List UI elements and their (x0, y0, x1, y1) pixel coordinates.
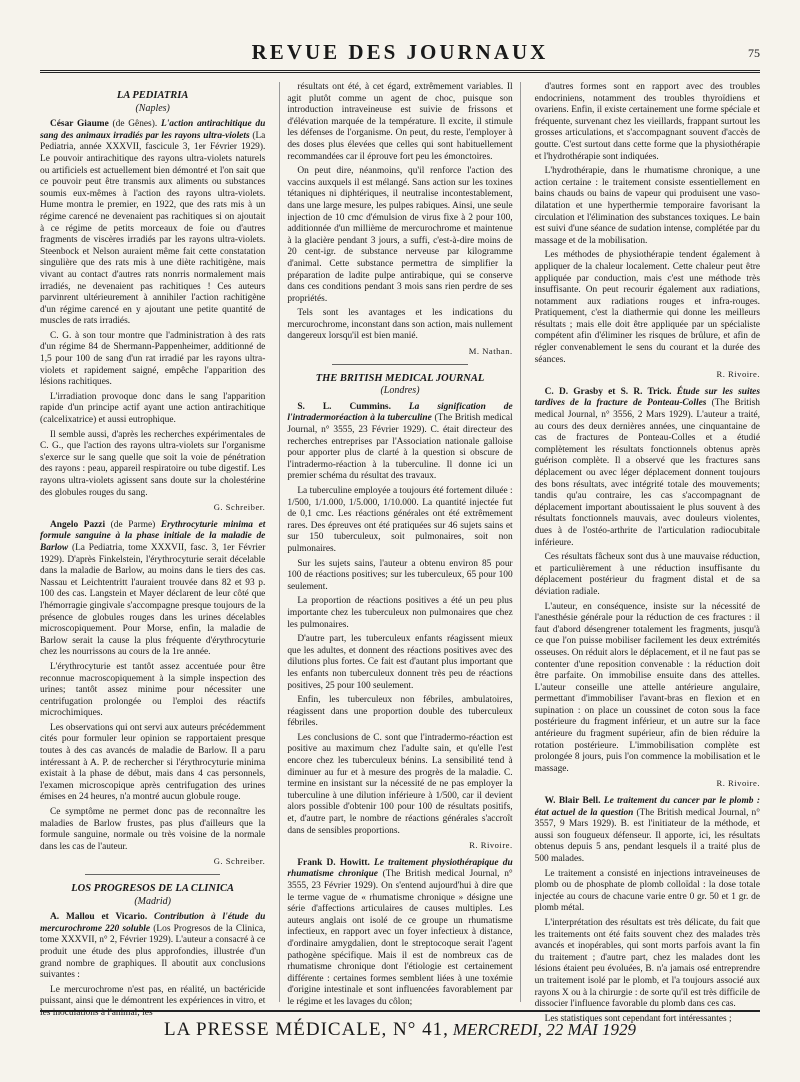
article-author: S. L. Cummins. (297, 401, 391, 412)
signature: G. Schreiber. (213, 856, 266, 867)
article-work-title: Étude sur les suites tardives de la fracture de Ponteau-Colles (534, 386, 760, 409)
article-mallou: A. Mallou et Vicario. Contribution à l'étude du mercurochrome 220 soluble (Los Progresos de la Clinica, tome XXXVII, n° 2, Février 1929). L'auteur a consacré à ce produit une étude des plus approfondies, illustrée d'un grand nombre de graphiques. Il aboutit aux conclusions suivantes : (40, 912, 266, 981)
article-blair-bell: W. Blair Bell. Le traitement du cancer par le plomb : état actuel de la question (The British medical Journal, n° 3557, 9 Mars 1929). B. est l'initiateur de la méthode, et aussi son fougueux défenseur. Il apporte, ici, les résultats obtenus depuis 5 ans, pendant lesquels il a traité plus de 500 malades. (534, 796, 760, 864)
column-left (40, 82, 266, 1018)
article-giaume: César Giaume (de Gênes). L'action antirachitique du sang des animaux irradiés par les rayons ultra-violets (La Pediatria, année XXXVII, fascicule 3, 1er Février 1929). Le pouvoir antirachitique des rayons ultra-violets naturels ou artificiels est actuellement bien démontré et l'on sait que ce pouvoir peut être transmis aux aliments ou substances soumis eux-mêmes à l'action des rayons ultra-violets. Hume montra le premier, en 1922, que des rats mis à un régime carencé ne devenaient pas rachitiques si on ajoutait à ce régime de petits morceaux de foie ou d'autres fragments de viscères irradiés par les rayons ultra-violets. Steenbock et Nelson auraient même fait cette constatation singulière que des rats mis à une diète rachitigène, mais vivant au contact d'autres rats nonrris normalement mais irradiés, ne devenaient pas rachitiques ! Ces auteurs parvinrent ultérieurement à annihiler l'action rachitigène d'un régime carencé en y ajoutant une petite quantité de muscles de rats irradiés. (40, 119, 266, 327)
running-title: REVUE DES JOURNAUX (251, 40, 549, 64)
article-author: César Giaume (50, 119, 109, 130)
paragraph: C. G. à son tour montre que l'administration à des rats d'un régime 84 de Shermann-Pappenheimer, additionné de 1,5 pour 100 de sang d'un rat irradié par les rayons ultra-violets et rapidement saigné, empêche l'apparition des lésions rachitiques. (40, 330, 266, 388)
paragraph: La proportion de réactions positives a été un peu plus importante chez les tuberculeux non pulmonaires que chez les pulmonaires. (287, 596, 513, 630)
paragraph: Le traitement a consisté en injections intraveineuses de plomb ou de phosphate de plomb colloïdal : la dose totale injectée au cours de chacune varie entre 0 gr. 50 et 1 gr. de plomb métal. (534, 868, 760, 914)
section-place: (Londres) (380, 385, 420, 397)
page-footer (40, 1010, 760, 1048)
paragraph: L'interprétation des résultats est très délicate, du fait que les traitements ont été faits souvent chez des malades très avancés et inopérables, qui sont morts parfois avant la fin du traitement ; d'autre part, chez les malades dont les lésions étaient peu évoluées, B. n'a jamais osé entreprendre un traitement isolé par le plomb, et l'a toujours associé aux rayons X ou à la chirurgie : de sorte qu'il est très difficile de dissocier l'influence favorable du plomb dans ces cas. (534, 917, 760, 1010)
paragraph: On peut dire, néanmoins, qu'il renforce l'action des vaccins auxquels il est mélangé. Sans action sur les toxines tétaniques ni diphtériques, il neutralise incontestablement, dans une large mesure, les pulpes rabiques. Ainsi, une seule injection de 10 cmc d'émulsion de virus fixe à 2 pour 100, additionnée d'un millième de mercurochrome et maintenue à la glacière pendant 3 jours, a suffi, c'est-à-dire moins de 20 cent-igr. de substance nerveuse par kilogramme d'animal. Cette substance permettra de simplifier la préparation de ladite pulpe antirabique, qui se conserve dans ces conditions pendant 3 mois sans rien perdre de ses propriétés. (287, 166, 513, 304)
paragraph: Sur les sujets sains, l'auteur a obtenu environ 85 pour 100 de réactions positives; sur les tuberculeux, 65 pour 100 seulement. (287, 558, 513, 592)
signature: R. Rivoire. (469, 840, 513, 851)
section-title-la-pediatria: LA PEDIATRIA (116, 90, 189, 101)
issue-date: MERCREDI, 22 MAI 1929 (452, 1020, 637, 1039)
article-author: W. Blair Bell. (544, 796, 601, 807)
section-title-progresos: LOS PROGRESOS DE LA CLINICA (71, 883, 235, 894)
paragraph: Ces résultats fâcheux sont dus à une mauvaise réduction, et particulièrement à une réduction insuffisante du déplacement postérieur du fragment distal et de sa déviation radiale. (534, 552, 760, 597)
article-howitt: Frank D. Howitt. Le traitement physiothérapique du rhumatisme chronique (The British medical Journal, n° 3555, 23 Février 1929). On s'entend aujourd'hui à dire que le terme vague de « rhumatisme chronique » désigne une série d'affections articulaires de causes multiples. Les auteurs anglais ont isolé de ce groupe un rhumatisme infectieux, en rapport avec un foyer infectieux à distance, d'ordinaire amygdalien, dont le streptocoque serait l'agent pathogène spécifique. Mais il est de nombreux cas de rhumatisme chronique dont l'étiologie est certainement différente : certaines formes semblent liées à une toxémie d'origine intestinale et sont influencées favorablement par le régime et les lavages du côlon; (287, 857, 513, 1007)
section-place: (Madrid) (134, 895, 171, 907)
article-work-title: Le traitement du cancer par le plomb : état actuel de la question (534, 796, 760, 818)
section-place: (Naples) (135, 102, 170, 114)
signature: M. Nathan. (468, 346, 513, 357)
signature: G. Schreiber. (213, 502, 266, 513)
paragraph: L'hydrothérapie, dans le rhumatisme chronique, a une action certaine : le traitement consiste essentiellement en bains chauds ou bains de vapeur qui produisent une vaso-dilatation et une hyperthermie temporaire favorisant la circulation et l'élimination des substances toxiques. Le bain est suivi d'une séance de sudation intense, complétée par du massage et de la mobilisation. (534, 166, 760, 246)
article-work-title: L'action antirachitique du sang des animaux irradiés par les rayons ultra-violets (40, 119, 266, 141)
signature: R. Rivoire. (716, 778, 760, 789)
section-title-bmj: THE BRITISH MEDICAL JOURNAL (315, 372, 485, 384)
article-author: C. D. Grasby et S. R. Trick. (544, 386, 672, 397)
paragraph: L'érythrocyturie est tantôt assez accentuée pour être reconnue macroscopiquement à la simple inspection des urines; tantôt assez minime pour nécessiter une centrifugation prolongée ou l'emploi des réactifs microchimiques. (40, 661, 266, 719)
article-author: Angelo Pazzi (50, 519, 106, 530)
paragraph: Le mercurochrome n'est pas, en réalité, un bactéricide puissant, ainsi que le démontrent les expériences in vitro, et les inoculations à l'animal; les (40, 984, 266, 1018)
page-header (40, 36, 760, 73)
paragraph: Il semble aussi, d'après les recherches expérimentales de C. G., que l'action des rayons ultra-violets sur l'organisme s'exerce sur le sang quelle que soit la voie de pénétration des rayons : peau, appareil respiratoire ou tube digestif. Les rayons ultra-violets agissent sans doute sur la cholestérine des globules rouges du sang. (40, 429, 266, 498)
paragraph: Enfin, les tuberculeux non fébriles, ambulatoires, réagissent dans une proportion double des tuberculeux fébriles. (287, 695, 513, 729)
paragraph: Les conclusions de C. sont que l'intradermo-réaction est positive au maximum chez l'adulte sain, et qu'elle l'est encore chez les tuberculeux bénins. La sensibilité tend à diminuer au fur et à mesure des progrès de la maladie. C. termine en insistant sur la nécessité de ne pas employer la tuberculine à une dilution inférieure à 1/500, car il devient alors possible d'obtenir 100 pour 100 de résultats positifs, et, d'autre part, le nombre de réactions générales s'accroît dans de sensibles proportions. (287, 732, 513, 836)
article-author: A. Mallou et Vicario. (50, 912, 148, 923)
paragraph: Ce symptôme ne permet donc pas de reconnaître les maladies de Barlow frustes, pas plus d'ailleurs que la formule sanguine, normale ou très voisine de la normale dans les cas de l'auteur. (40, 807, 266, 852)
section-divider (332, 364, 467, 365)
paragraph: D'autre part, les tuberculeux enfants réagissent mieux que les adultes, et donnent des réactions positives avec des dilutions plus fortes. Ce fait est d'autant plus important que les enfants non tuberculeux donnent très peu de réactions positives, 25 pour 100 seulement. (287, 634, 513, 691)
paragraph: La tuberculine employée a toujours été fortement diluée : 1/500, 1/1.000, 1/5.000, 1/10.000. La quantité injectée fut de 0,1 cmc. Les réactions générales ont été extrêmement rares. Des épreuves ont été pratiquées sur 46 sujets sains et sur 150 tuberculeux, soit pulmonaires, soit non pulmonaires. (287, 486, 513, 554)
paragraph: Tels sont les avantages et les indications du mercurochrome, inconstant dans son action, mais nullement dangereux lorsqu'il est bien manié. (287, 308, 513, 342)
paragraph: Les statistiques sont cependant fort intéressantes ; (544, 1013, 732, 1024)
signature: R. Rivoire. (716, 369, 760, 380)
article-author: Frank D. Howitt. (297, 857, 370, 868)
article-work-title: La signification de l'intradermoréaction à la tuberculine (287, 401, 513, 424)
article-work-title: Contribution à l'étude du mercurochrome 220 soluble (40, 912, 266, 934)
article-grasby-trick: C. D. Grasby et S. R. Trick. Étude sur les suites tardives de la fracture de Ponteau-Colles (The British medical Journal, n° 3556, 2 Mars 1929). L'auteur a traité, au cours des deux dernières années, une cinquantaine de cas de fractures de Ponteau-Colles et a étudié complètement les résultats fonctionnels obtenus après guérison complète. Il a observé que les fractures sans déplacement ou avec léger déplacement donnent toujours des bons résultats, avec intégrité totale des mouvements; tandis qu'au contraire, les cas s'accompagnant de déplacement important aboutissaient le plus souvent à des résultats fonctionnels mauvais, avec douleurs violentes, dues à de l'ostéo-arthrite de l'articulation radiocubitale inférieure. (534, 386, 760, 548)
article-work-title: Le traitement physiothérapique du rhumatisme chronique (287, 857, 513, 880)
paragraph: L'auteur, en conséquence, insiste sur la nécessité de l'anesthésie générale pour la réduction de ces fractures : il faut d'abord désengrener totalement les fragments, jusqu'à ce que l'on puisse mobiliser facilement les deux extrémités osseuses. On réduit alors le déplacement, et il ne faut pas se contenter d'une reposition convenable : la réduction doit être parfaite. On immobilise ensuite dans des attelles. L'auteur conseille une attelle antérieure angulaire, permettant d'immobiliser l'avant-bras en flexion et en supination : on place un coussinet de coton sous la face postérieure du fragment inférieur, et un autre sur la face antérieure du fragment supérieur, afin de bien réduire la rotation postérieure. L'immobilisation complète est prolongée 8 jours, puis l'on commence la mobilisation et le massage. (534, 601, 760, 774)
article-pazzi: Angelo Pazzi (de Parme) Erythrocyturie minima et formule sanguine à la phase initiale de la maladie de Barlow (La Pediatria, tome XXXVII, fasc. 3, 1er Février 1929). D'après Finkelstein, l'érythrocyturie serait décelable dans la maladie de Barlow, au moins dans le tiers des cas. Nassau et Leichtentritt l'auraient trouvée dans 82 et 93 p. 100 des cas. Langstein et Mayer déclarent de leur côté que l'hémorragie gingivale s'accompagne presque toujours de la présence de globules rouges dans les urines décelables microscopiquement. Pour Morse, enfin, la maladie de Barlow serait la cause la plus fréquente d'érythrocyturie chez les nourrissons au cours de la 1re année. (40, 519, 266, 658)
journal-name: LA PRESSE MÉDICALE, N° 41, (163, 1019, 449, 1040)
article-columns (40, 82, 760, 1024)
paragraph: Les observations qui ont servi aux auteurs précédemment cités pour formuler leur opinion se rapportaient presque toutes à des cas avancés de maladie de Barlow. Il a paru intéressant à A. P. de rechercher si l'érythrocyturie minima existait à la phase de début, mais dans 4 cas personnels, l'examen microscopique après centrifugation des urines émises en 24 heures, n'a montré aucun globule rouge. (40, 722, 266, 803)
paragraph: Les méthodes de physiothérapie tendent également à appliquer de la chaleur localement. Cette chaleur peut être appliquée par conduction, mais c'est une méthode très insuffisante. On peut recourir également aux radiations, notamment aux radiations rouges et infra-rouges. Pratiquement, c'est la diathermie qui donne les meilleurs résultats ; mais elle doit être appliquée par un spécialiste compétent afin d'éliminer les risques de brûlure, et afin de régler convenablement le sens du courant et la durée des séances. (534, 250, 760, 365)
paragraph: L'irradiation provoque donc dans le sang l'apparition rapide d'un principe actif ayant une action antirachitique (calcelixatrice) et aussi eutrophique. (40, 391, 266, 426)
article-work-title: Erythrocyturie minima et formule sanguine à la phase initiale de la maladie de Barlow (40, 519, 266, 553)
column-middle (279, 82, 520, 1007)
page-number: 75 (748, 46, 760, 60)
column-right (534, 82, 760, 1024)
paragraph: résultats ont été, à cet égard, extrêmement variables. Il agit plutôt comme un agent de choc, puisque son introduction intraveineuse est suivie de frissons et d'élévation marquée de la température. Il excite, il stimule les défenses de l'organisme. On peut, du reste, l'employer à des doses plus élevées que celles qui sont habituellement recommandées car il éprouve fort peu les émonctoires. (287, 82, 513, 162)
paragraph: d'autres formes sont en rapport avec des troubles endocriniens, notamment des troubles thyroïdiens et ovariens. Enfin, il existe certainement une forme spéciale et fréquente, survenant chez les vieillards, frappant surtout les grosses articulations, et s'accompagnant souvent d'accès de goutte. C'est surtout dans cette forme que la physiothérapie et l'hydrothérapie sont indiquées. (534, 82, 760, 162)
article-cummins: S. L. Cummins. La signification de l'intradermoréaction à la tuberculine (The British medical Journal, n° 3555, 23 Février 1929). C. était directeur des recherches entreprises par l'Association nationale galloise pour apporter plus de clarté à la question si obscure de l'intradermo-réaction à la tuberculine. Il donne ici un premier schéma du résultat des travaux. (287, 401, 513, 482)
section-divider (85, 874, 220, 875)
